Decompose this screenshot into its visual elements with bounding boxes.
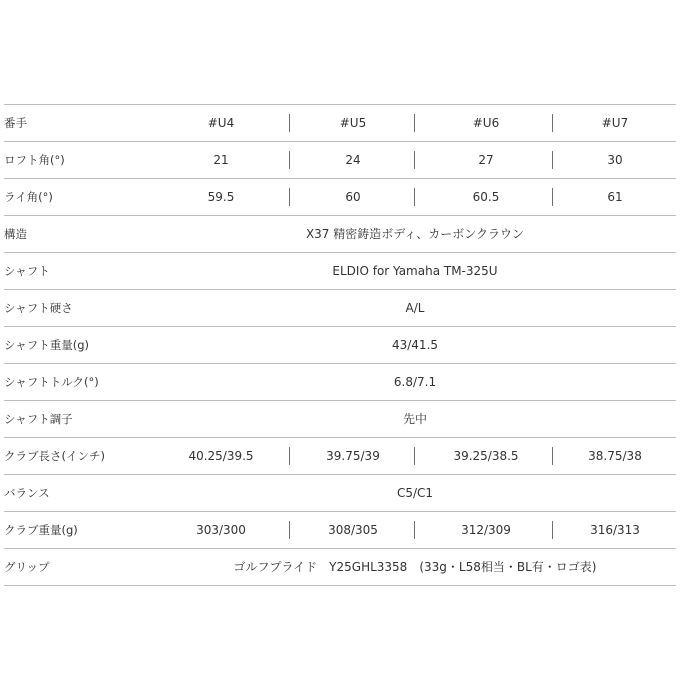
cell-u5: 308/305 xyxy=(328,523,378,537)
row-label: バランス xyxy=(4,486,50,500)
cell-all-models: 43/41.5 xyxy=(391,338,439,352)
cell-u5: #U5 xyxy=(339,116,367,130)
column-divider xyxy=(414,188,415,206)
table-row-shaft-torque xyxy=(4,364,676,401)
cell-u7: #U7 xyxy=(601,116,629,130)
cell-all-models: C5/C1 xyxy=(396,486,434,500)
cell-u6: 312/309 xyxy=(461,523,511,537)
row-label: 構造 xyxy=(4,227,27,241)
row-label: シャフトトルク(°) xyxy=(4,375,99,389)
cell-u7: 316/313 xyxy=(590,523,640,537)
table-row-kick-point xyxy=(4,401,676,438)
table-row-lie xyxy=(4,179,676,216)
table-row-shaft xyxy=(4,253,676,290)
cell-u4: 303/300 xyxy=(196,523,246,537)
column-divider xyxy=(414,521,415,539)
cell-u7: 61 xyxy=(607,190,623,204)
cell-all-models: 6.8/7.1 xyxy=(393,375,437,389)
cell-u6: #U6 xyxy=(472,116,500,130)
column-divider xyxy=(552,151,553,169)
cell-all-models: ゴルフプライド Y25GHL3358 (33g・L58相当・BL有・ロゴ表) xyxy=(233,560,597,574)
cell-all-models: ELDIO for Yamaha TM-325U xyxy=(332,264,498,278)
cell-u7: 30 xyxy=(607,153,623,167)
table-row-shaft-flex xyxy=(4,290,676,327)
row-label: クラブ重量(g) xyxy=(4,523,78,537)
row-label: グリップ xyxy=(4,560,50,574)
cell-u5: 24 xyxy=(345,153,361,167)
cell-all-models: X37 精密鋳造ボディ、カーボンクラウン xyxy=(305,227,525,241)
column-divider xyxy=(414,151,415,169)
cell-u4: 59.5 xyxy=(207,190,235,204)
row-label: 番手 xyxy=(4,116,27,130)
row-label: シャフト重量(g) xyxy=(4,338,90,352)
cell-u6: 60.5 xyxy=(472,190,500,204)
table-row-club-length xyxy=(4,438,676,475)
table-row-construction xyxy=(4,216,676,253)
column-divider xyxy=(552,447,553,465)
table-row-shaft-weight xyxy=(4,327,676,364)
column-divider xyxy=(552,188,553,206)
row-label: クラブ長さ(インチ) xyxy=(4,449,105,463)
row-label: ライ角(°) xyxy=(4,190,53,204)
row-label: ロフト角(°) xyxy=(4,153,65,167)
table-row-club-weight xyxy=(4,512,676,549)
cell-u4: 21 xyxy=(213,153,229,167)
row-label: シャフト調子 xyxy=(4,412,73,426)
table-row-loft xyxy=(4,142,676,179)
table-row-grip xyxy=(4,549,676,586)
cell-u6: 39.25/38.5 xyxy=(453,449,519,463)
table-row-balance xyxy=(4,475,676,512)
cell-all-models: 先中 xyxy=(402,412,427,426)
cell-u4: #U4 xyxy=(207,116,235,130)
column-divider xyxy=(414,447,415,465)
column-divider xyxy=(552,521,553,539)
row-label: シャフト xyxy=(4,264,50,278)
cell-u6: 27 xyxy=(478,153,494,167)
cell-u5: 60 xyxy=(345,190,361,204)
cell-u5: 39.75/39 xyxy=(326,449,380,463)
column-divider xyxy=(552,114,553,132)
cell-u4: 40.25/39.5 xyxy=(188,449,254,463)
cell-all-models: A/L xyxy=(405,301,425,315)
cell-u7: 38.75/38 xyxy=(588,449,642,463)
row-label: シャフト硬さ xyxy=(4,301,73,315)
spec-table xyxy=(4,104,676,586)
table-row-number xyxy=(4,105,676,142)
column-divider xyxy=(414,114,415,132)
